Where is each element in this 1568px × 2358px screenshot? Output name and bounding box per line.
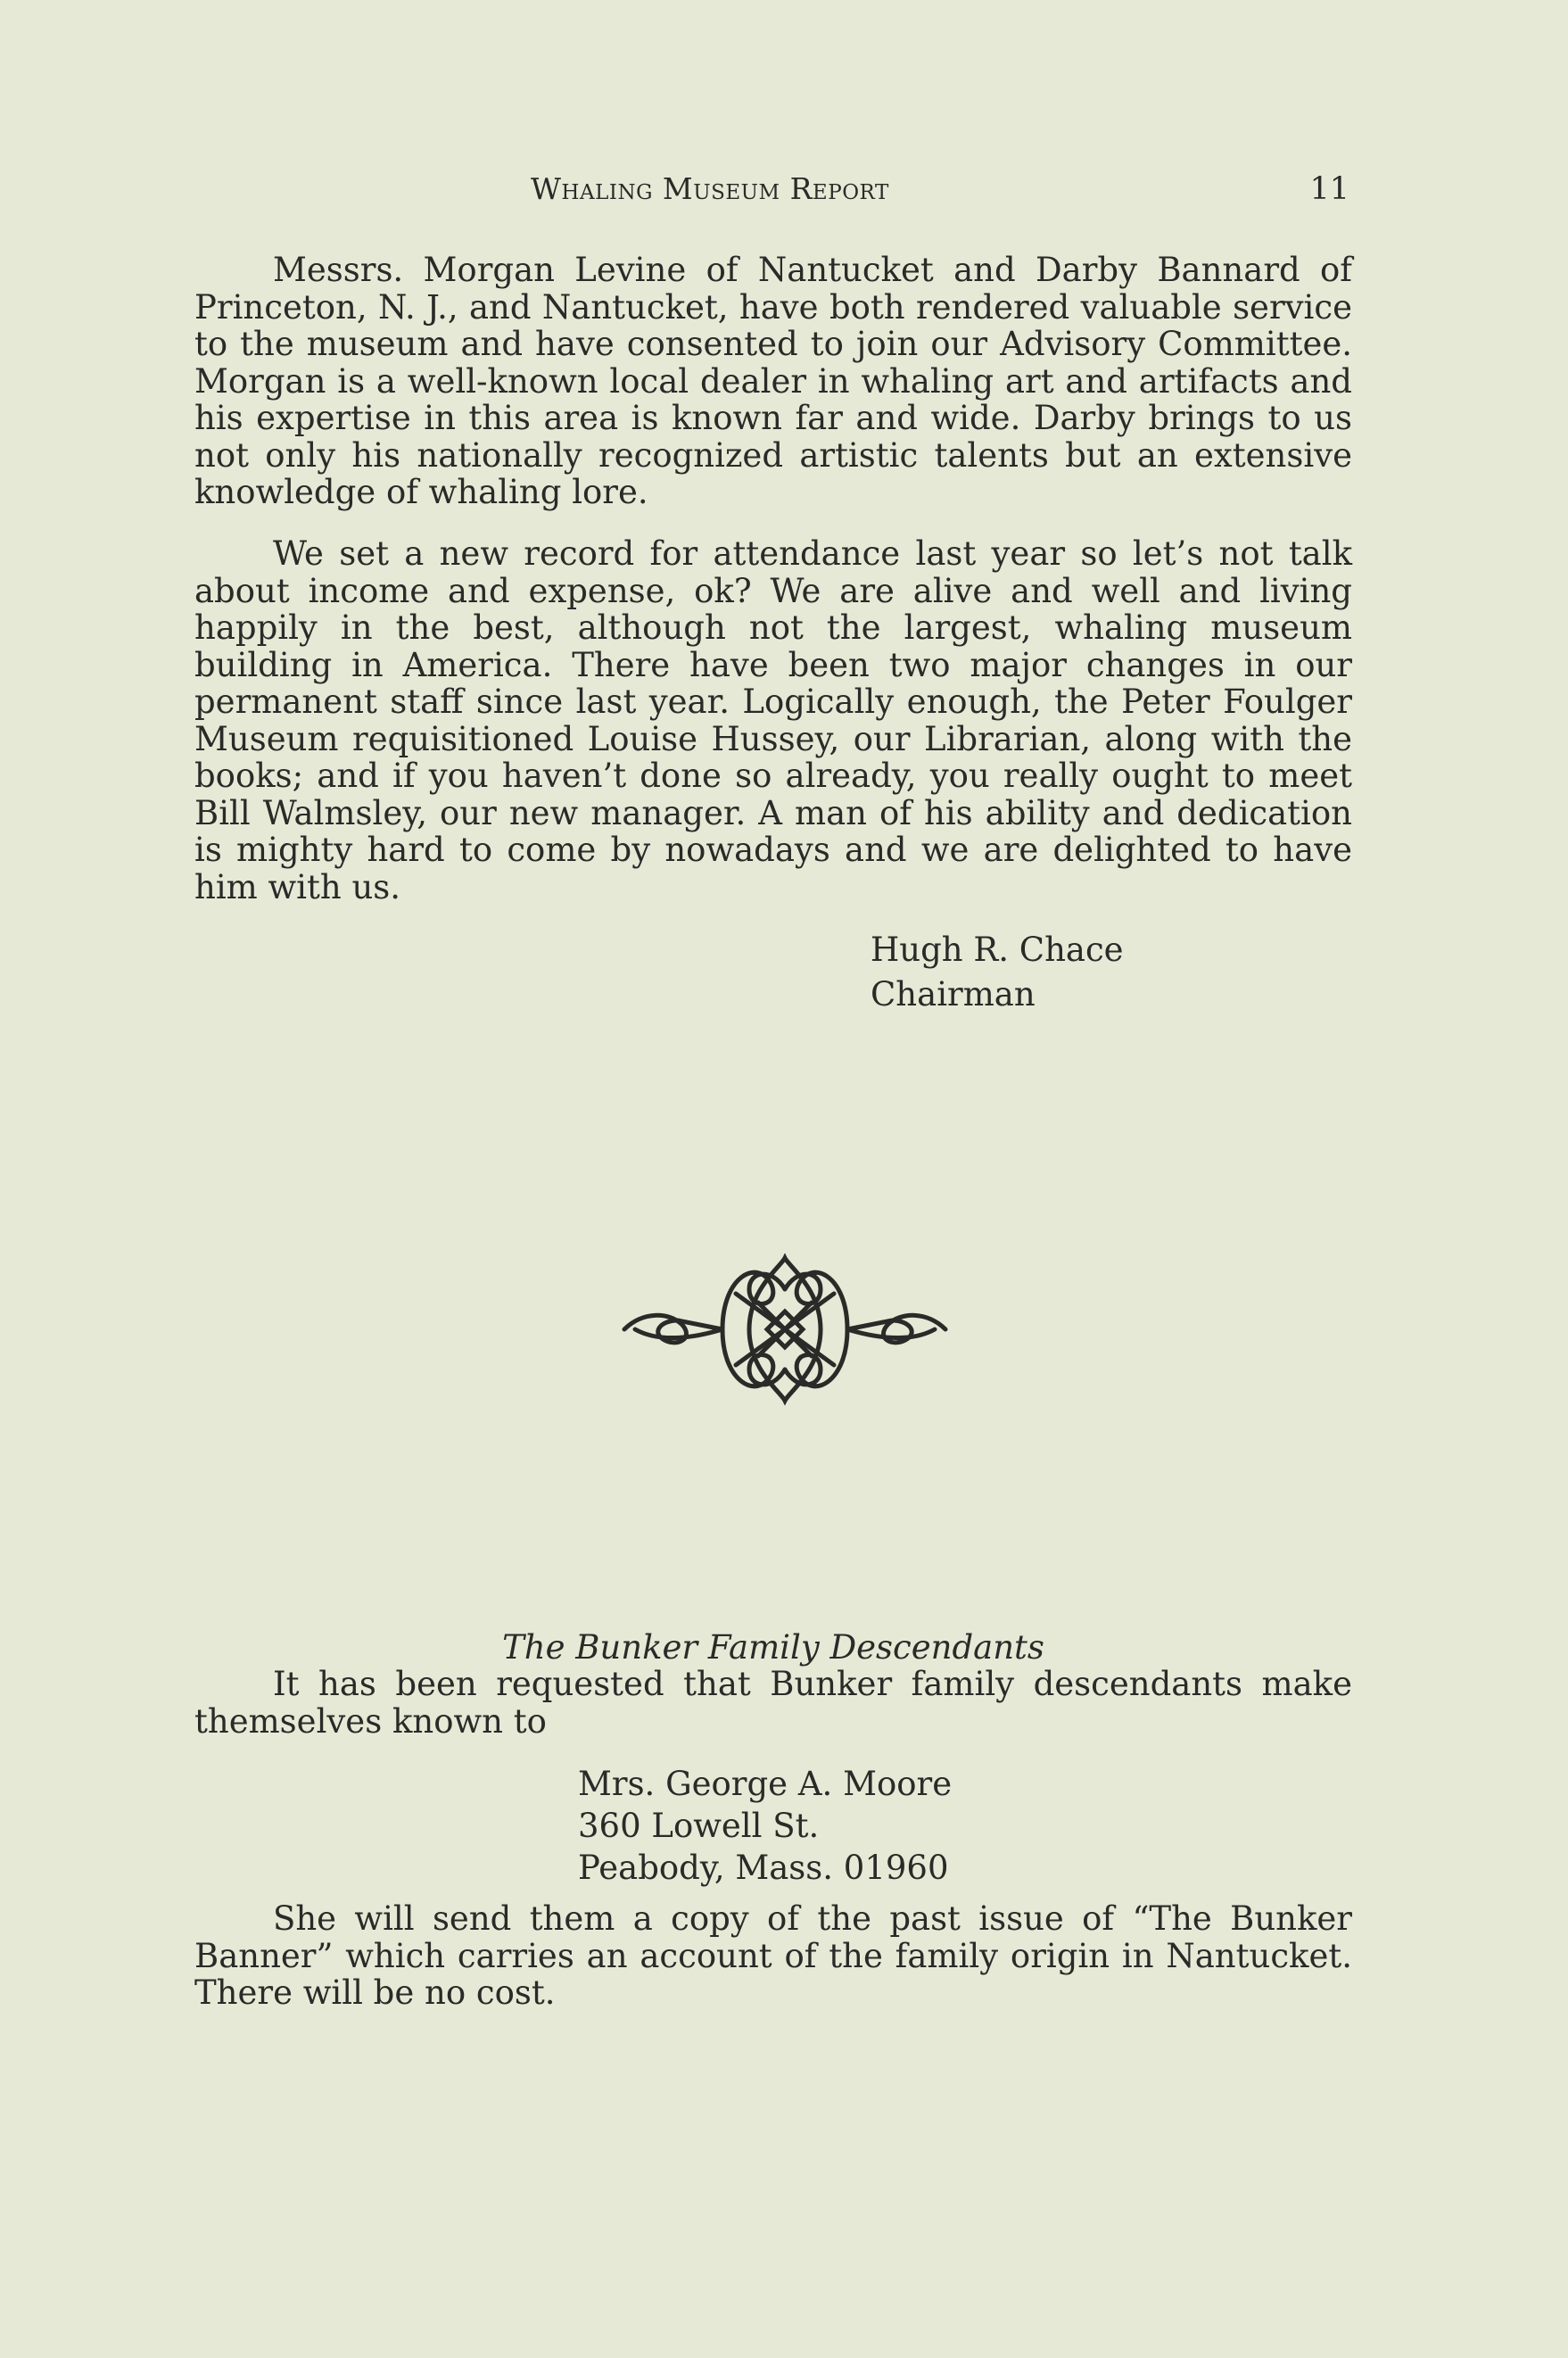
notice-title: The Bunker Family Descendants bbox=[502, 1628, 1044, 1667]
notice-closing: She will send them a copy of the past issue of “The Bunker Banner” which carries an account of the family origin in Nantucket. There will be no cost. bbox=[194, 1899, 1352, 2012]
paragraph-advisory-committee: Messrs. Morgan Levine of Nantucket and Darby Bannard of Princeton, N. J., and Nantucket, have both rendered valuable service to the museum and have consented to join our Advisory Committee. Morgan is a well-known local dealer in whaling art and artifacts and his expertise in this area is known far and wide. Darby brings to us not only his nationally recognized artistic talents but an extensive knowledge of whaling lore. bbox=[194, 251, 1352, 511]
page-number: 11 bbox=[1309, 171, 1349, 207]
signature-block bbox=[871, 928, 1124, 1017]
notice-intro: It has been requested that Bunker family descendants make themselves known to bbox=[194, 1665, 1352, 1741]
address-name: Mrs. George A. Moore bbox=[578, 1765, 953, 1803]
address-city: Peabody, Mass. 01960 bbox=[578, 1849, 949, 1887]
signature-name: Hugh R. Chace bbox=[871, 931, 1124, 969]
address-street: 360 Lowell St. bbox=[578, 1807, 820, 1845]
scroll-flourish-icon bbox=[615, 1240, 954, 1419]
signature-title: Chairman bbox=[871, 975, 1036, 1014]
page-header bbox=[192, 171, 1349, 216]
running-title: Whaling Museum Report bbox=[531, 171, 889, 206]
paragraph-attendance-staff: We set a new record for attendance last year so let’s not talk about income and expense, ok? We are alive and well and living happily in the best, although not the largest, whaling museum building in America. There have been two major changes in our permanent staff since last year. Logically enough, the Peter Foulger Museum requisitioned Louise Hussey, our Librarian, along with the books; and if you haven’t done so already, you really ought to meet Bill Walmsley, our new manager. A man of his ability and dedication is mighty hard to come by nowadays and we are delighted to have him with us. bbox=[194, 534, 1352, 906]
mailing-address bbox=[578, 1763, 952, 1889]
